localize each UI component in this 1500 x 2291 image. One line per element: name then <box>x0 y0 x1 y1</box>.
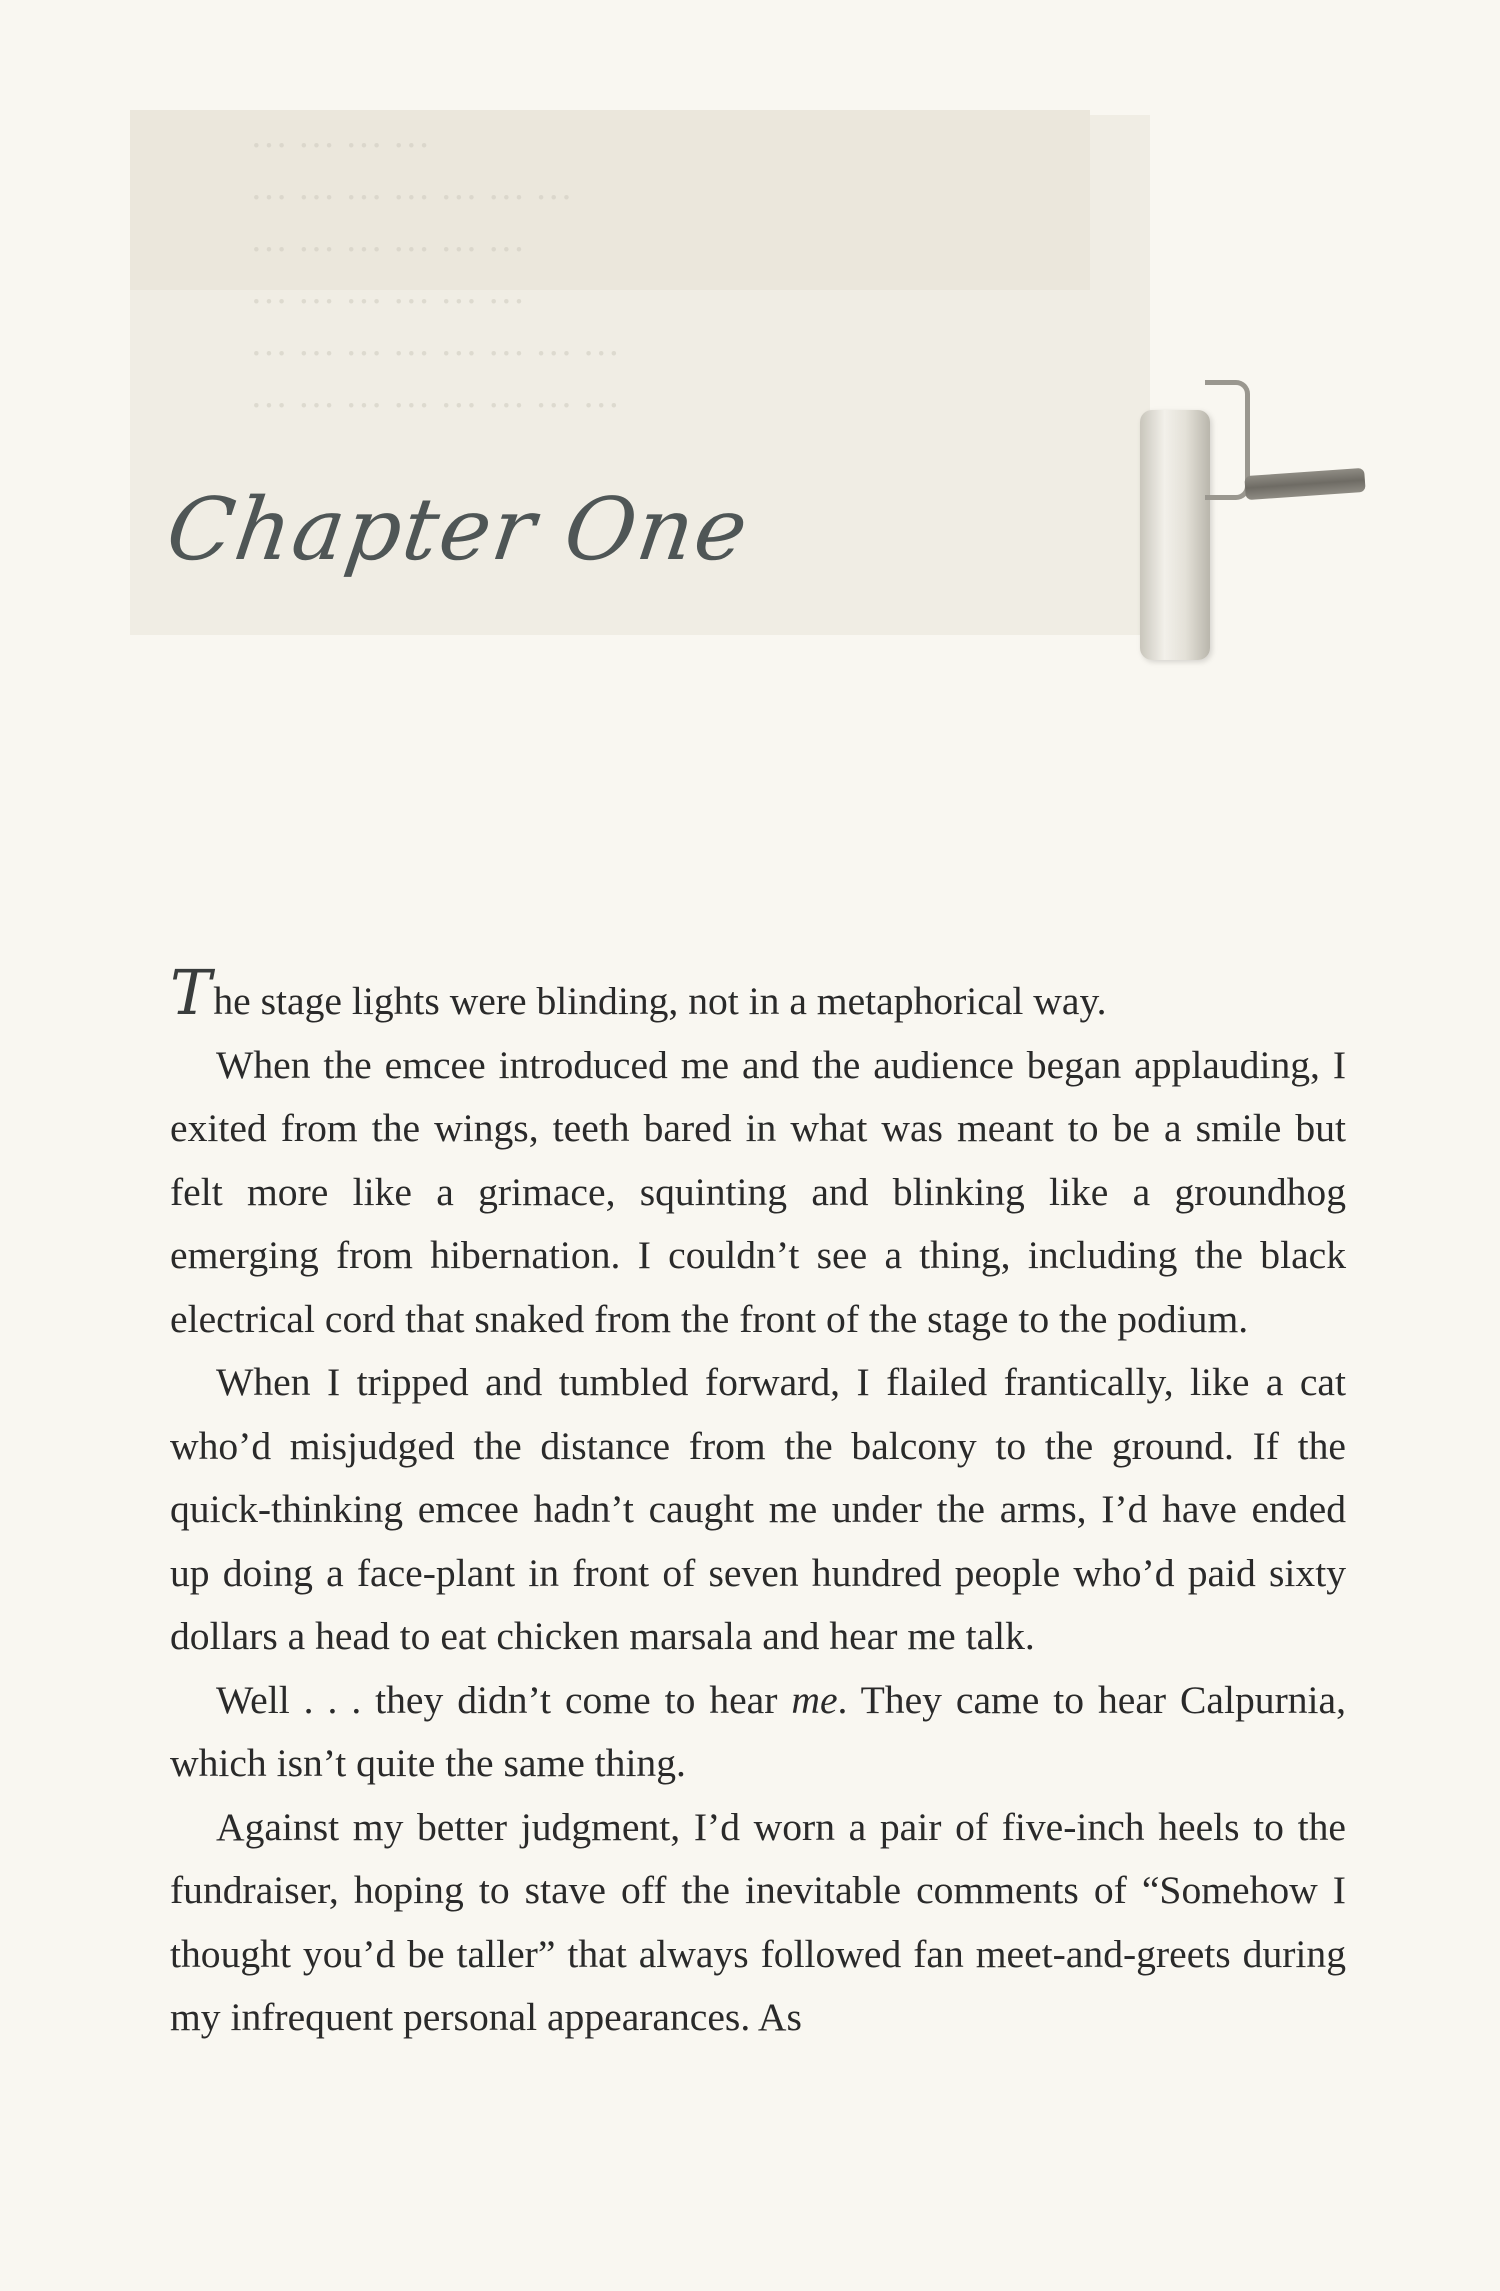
paragraph <box>170 1669 1346 1796</box>
chapter-body <box>170 956 1346 2050</box>
paragraph: Against my better judgment, I’d worn a pair of five-inch heels to the fundraiser, hoping to stave off the inevitable comments of “Somehow I thought you’d be taller” that always followed fan meet-and-greets during my infrequent personal appearances. As <box>170 1804 1346 2039</box>
paragraph <box>170 956 1346 1034</box>
paint-roller-handle <box>1244 468 1365 500</box>
emphasis: me <box>791 1677 838 1722</box>
ghost-line: ··· ··· ··· ··· ··· ··· ··· ··· <box>250 385 621 427</box>
drop-letter: T <box>170 956 212 1029</box>
paint-roller-icon <box>1140 410 1210 660</box>
paragraph: When the emcee introduced me and the audience began applauding, I exited from the wings, teeth bared in what was meant to be a smile but felt more like a grimace, squinting and blinking like a groundhog emerging from hibernation. I couldn’t see a thing, including the black electrical cord that snaked from the front of the stage to the podium. <box>170 1042 1346 1341</box>
chapter-title: Chapter One <box>160 480 756 580</box>
paint-roller-frame <box>1205 380 1250 500</box>
ghost-line: ··· ··· ··· ··· <box>250 125 431 167</box>
faded-background-text <box>250 120 1070 432</box>
paragraph-text: . They came to hear Calpurnia, which isn’t quite the same thing. <box>170 1677 1346 1785</box>
ghost-line: ··· ··· ··· ··· ··· ··· ··· <box>250 177 573 219</box>
paragraph-text: he stage lights were blinding, not in a metaphorical way. <box>213 979 1107 1023</box>
paragraph: When I tripped and tumbled forward, I flailed frantically, like a cat who’d misjudged the distance from the balcony to the ground. If the quick-thinking emcee hadn’t caught me under the arms, I’d have ended up doing a face-plant in front of seven hundred people who’d paid sixty dollars a head to eat chicken marsala and hear me talk. <box>170 1360 1346 1658</box>
ghost-line: ··· ··· ··· ··· ··· ··· <box>250 229 526 271</box>
paragraph-text: Well . . . they didn’t come to hear <box>216 1677 792 1722</box>
ghost-line: ··· ··· ··· ··· ··· ··· <box>250 281 526 323</box>
ghost-line: ··· ··· ··· ··· ··· ··· ··· ··· <box>250 333 621 375</box>
